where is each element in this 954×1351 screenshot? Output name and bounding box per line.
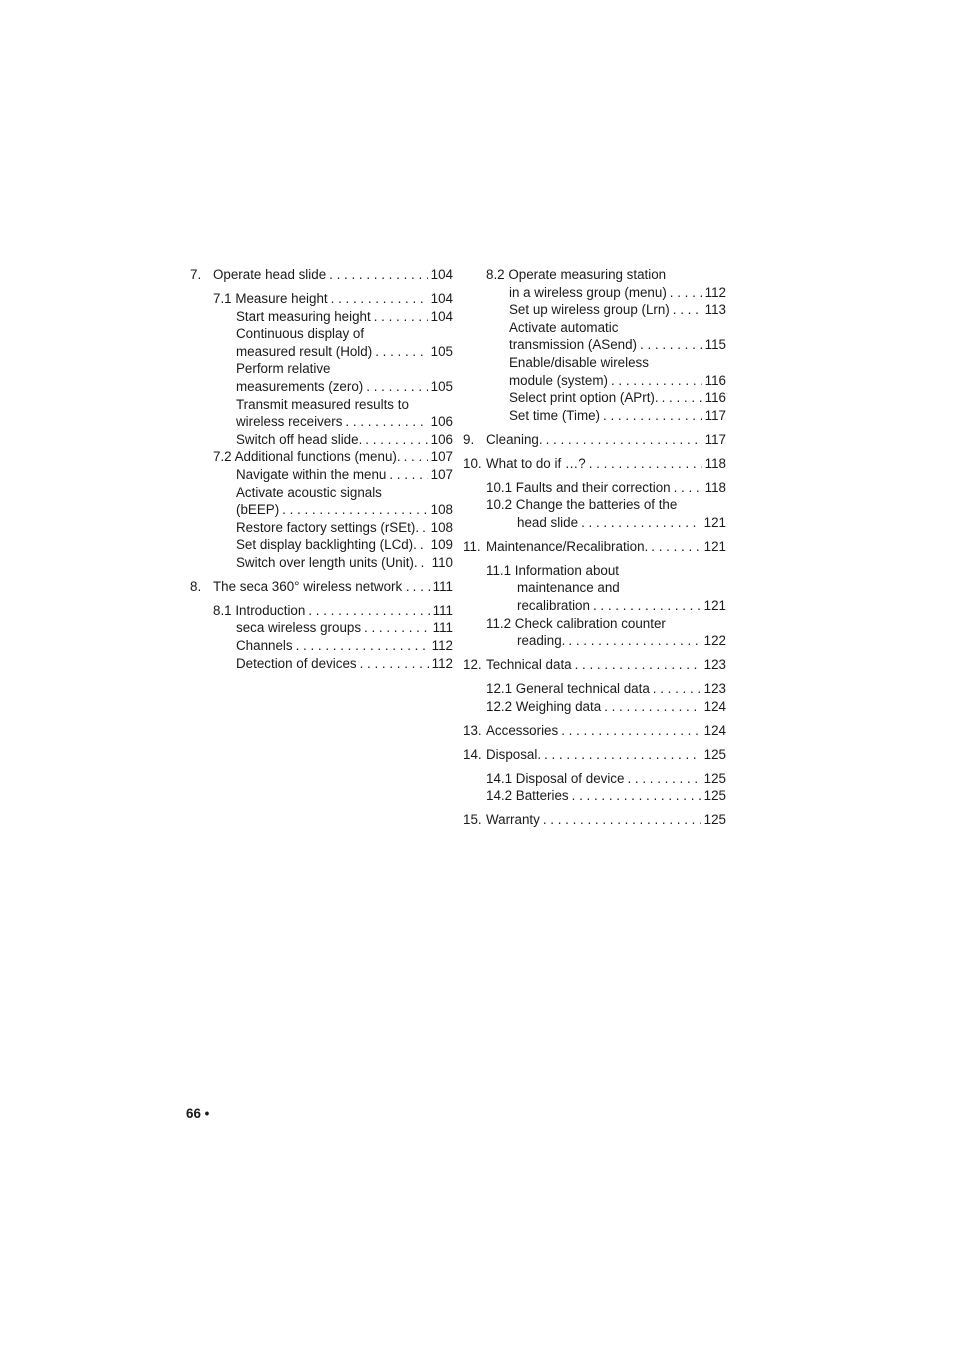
toc-entry-page: 112 bbox=[431, 638, 453, 654]
toc-entry[interactable] bbox=[463, 538, 726, 556]
toc-entry[interactable] bbox=[463, 431, 726, 449]
dot-leader bbox=[296, 637, 429, 655]
toc-entry-title: Transmit measured results to bbox=[236, 396, 409, 412]
toc-entry-page: 124 bbox=[703, 698, 726, 714]
dot-leader bbox=[662, 389, 702, 407]
dot-leader bbox=[593, 597, 701, 615]
toc-entry-number: 10. bbox=[463, 455, 482, 471]
toc-entry-title: reading. bbox=[517, 633, 566, 649]
dot-leader bbox=[611, 372, 702, 390]
dot-leader bbox=[673, 301, 702, 319]
dot-leader bbox=[604, 698, 701, 716]
toc-entry-title: 11.1 Information about bbox=[486, 562, 620, 578]
toc-entry-title: module (system) bbox=[509, 372, 608, 388]
dot-leader bbox=[546, 431, 702, 449]
dot-leader bbox=[374, 308, 428, 326]
toc-entry-title: Set time (Time) bbox=[509, 407, 601, 423]
toc-entry-number: 12. bbox=[463, 657, 482, 673]
toc-entry[interactable] bbox=[236, 325, 453, 360]
toc-entry-title: wireless receivers bbox=[236, 414, 343, 430]
toc-entry-page: 122 bbox=[703, 633, 726, 649]
toc-entry[interactable] bbox=[509, 284, 726, 302]
toc-entry-title: in a wireless group (menu) bbox=[509, 284, 667, 300]
toc-entry-title: maintenance and bbox=[517, 580, 620, 596]
dot-leader bbox=[561, 722, 700, 740]
dot-leader bbox=[375, 343, 427, 361]
toc-entry-number: 11. bbox=[463, 538, 481, 554]
toc-entry[interactable] bbox=[463, 455, 726, 473]
toc-entry-title: Cleaning. bbox=[486, 431, 543, 447]
toc-entry-page: 104 bbox=[430, 267, 453, 282]
dot-leader bbox=[640, 336, 702, 354]
toc-entry[interactable] bbox=[486, 698, 726, 716]
toc-entry-title: Channels bbox=[236, 638, 293, 654]
toc-entry-title: seca wireless groups bbox=[236, 620, 362, 636]
dot-leader bbox=[404, 448, 428, 466]
dot-leader bbox=[331, 290, 428, 308]
dot-leader bbox=[589, 455, 702, 473]
toc-entry-title: 7.1 Measure height bbox=[213, 290, 328, 306]
toc-entry-title: 8.1 Introduction bbox=[213, 602, 306, 618]
toc-entry-title: 10.1 Faults and their correction bbox=[486, 479, 671, 495]
toc-entry[interactable] bbox=[463, 811, 726, 829]
toc-entry[interactable] bbox=[236, 536, 453, 554]
dot-leader bbox=[543, 811, 701, 829]
toc-entry[interactable] bbox=[463, 722, 726, 740]
dot-leader bbox=[413, 578, 430, 596]
toc-entry-page: 109 bbox=[430, 537, 453, 553]
toc-entry[interactable] bbox=[236, 308, 453, 326]
toc-entry[interactable] bbox=[509, 354, 726, 389]
toc-entry-title: Enable/disable wireless bbox=[509, 354, 649, 370]
dot-leader bbox=[575, 656, 701, 674]
toc-entry-page: 124 bbox=[703, 722, 726, 738]
toc-entry-title: Set up wireless group (Lrn) bbox=[509, 302, 670, 318]
toc-entry-page: 112 bbox=[704, 284, 726, 300]
toc-entry[interactable] bbox=[236, 619, 453, 637]
toc-entry-title: 7.2 Additional functions (menu). bbox=[213, 449, 401, 465]
dot-leader bbox=[603, 407, 702, 425]
dot-leader bbox=[544, 746, 701, 764]
toc-entry-title: Technical data bbox=[486, 657, 572, 673]
toc-entry[interactable] bbox=[486, 770, 726, 788]
toc-entry[interactable] bbox=[463, 746, 726, 764]
toc-entry[interactable] bbox=[213, 602, 453, 620]
toc-entry-page: 113 bbox=[704, 302, 726, 318]
dot-leader bbox=[366, 378, 427, 396]
toc-entry-title: Warranty bbox=[486, 812, 540, 828]
dot-leader bbox=[329, 266, 428, 284]
toc-entry[interactable] bbox=[236, 484, 453, 519]
toc-entry-page: 111 bbox=[432, 620, 453, 636]
toc-entry-page: 121 bbox=[703, 538, 726, 554]
toc-entry[interactable] bbox=[236, 360, 453, 395]
toc-entry[interactable] bbox=[509, 389, 726, 407]
dot-leader bbox=[389, 466, 427, 484]
toc-entry[interactable] bbox=[213, 290, 453, 308]
toc-right-column bbox=[463, 266, 726, 829]
toc-entry-page: 106 bbox=[430, 414, 453, 430]
toc-entry-title: Activate acoustic signals bbox=[236, 484, 382, 500]
toc-entry-title: What to do if …? bbox=[486, 455, 586, 471]
toc-entry[interactable] bbox=[486, 615, 726, 650]
toc-entry-page: 108 bbox=[430, 519, 453, 535]
toc-entry-title: measured result (Hold) bbox=[236, 343, 373, 359]
toc-entry-page: 107 bbox=[430, 466, 453, 482]
toc-entry[interactable] bbox=[486, 562, 726, 615]
toc-entry-title: recalibration bbox=[517, 598, 590, 614]
toc-entry[interactable] bbox=[236, 554, 453, 572]
toc-entry-title: Maintenance/Recalibration. bbox=[486, 538, 649, 554]
toc-entry-title: (bEEP) bbox=[236, 502, 280, 518]
toc-entry-page: 125 bbox=[703, 770, 726, 786]
toc-entry-title: Switch off head slide. bbox=[236, 431, 363, 447]
toc-entry[interactable] bbox=[509, 301, 726, 319]
dot-leader bbox=[345, 413, 427, 431]
toc-entry-page: 111 bbox=[432, 578, 453, 594]
toc-entry-page: 111 bbox=[432, 602, 453, 618]
toc-entry-title: head slide bbox=[517, 514, 579, 530]
toc-entry[interactable] bbox=[236, 655, 453, 673]
toc-entry-page: 125 bbox=[703, 812, 726, 828]
toc-entry-page: 106 bbox=[430, 431, 453, 447]
toc-entry-title: 14.1 Disposal of device bbox=[486, 770, 625, 786]
dot-leader bbox=[422, 519, 428, 537]
toc-entry-page: 125 bbox=[703, 788, 726, 804]
toc-entry-page: 123 bbox=[703, 681, 726, 697]
toc-entry-title: Disposal. bbox=[486, 746, 542, 762]
toc-entry-page: 104 bbox=[430, 308, 453, 324]
toc-entry[interactable] bbox=[509, 407, 726, 425]
toc-entry-page: 104 bbox=[430, 290, 453, 306]
toc-entry[interactable] bbox=[486, 787, 726, 805]
toc-entry-number: 9. bbox=[463, 431, 475, 447]
toc-entry-title: Start measuring height bbox=[236, 308, 371, 324]
toc-entry-page: 118 bbox=[704, 479, 726, 495]
toc-entry-title: The seca 360° wireless network . bbox=[213, 578, 410, 594]
toc-entry-page: 105 bbox=[430, 343, 453, 359]
toc-entry-title: Set display backlighting (LCd). bbox=[236, 537, 417, 553]
toc-entry-title: 12.2 Weighing data bbox=[486, 698, 602, 714]
toc-entry[interactable] bbox=[463, 656, 726, 674]
toc-entry-title: transmission (ASend) bbox=[509, 337, 638, 353]
toc-entry[interactable] bbox=[486, 496, 726, 531]
toc-entry-page: 108 bbox=[430, 502, 453, 518]
toc-entry[interactable] bbox=[509, 319, 726, 354]
dot-leader bbox=[674, 479, 702, 497]
dot-leader bbox=[651, 538, 700, 556]
dot-leader bbox=[308, 602, 429, 620]
toc-entry-title: Detection of devices bbox=[236, 655, 357, 671]
dot-leader bbox=[572, 787, 701, 805]
toc-entry[interactable] bbox=[213, 448, 453, 466]
dot-leader bbox=[670, 284, 702, 302]
toc-entry-page: 107 bbox=[430, 449, 453, 465]
dot-leader bbox=[653, 680, 701, 698]
page-number: 66 • bbox=[186, 1106, 210, 1121]
toc-left-column bbox=[190, 266, 453, 672]
toc-entry-page: 117 bbox=[704, 407, 726, 423]
toc-entry-page: 118 bbox=[704, 455, 726, 471]
dot-leader bbox=[568, 632, 700, 650]
toc-entry-title: Select print option (APrt). bbox=[509, 390, 659, 406]
toc-entry[interactable] bbox=[236, 519, 453, 537]
toc-entry-title: Activate automatic bbox=[509, 319, 619, 335]
toc-entry[interactable] bbox=[236, 637, 453, 655]
toc-entry-page: 116 bbox=[704, 390, 726, 406]
toc-entry-page: 117 bbox=[704, 431, 726, 447]
toc-entry-title: Continuous display of bbox=[236, 326, 365, 342]
dot-leader bbox=[365, 431, 427, 449]
toc-entry[interactable] bbox=[236, 466, 453, 484]
dot-leader bbox=[421, 554, 429, 572]
toc-entry-number: 13. bbox=[463, 722, 482, 738]
toc-entry-page: 125 bbox=[703, 746, 726, 762]
toc-entry-title: 8.2 Operate measuring station bbox=[486, 267, 667, 282]
toc-entry-title: Perform relative bbox=[236, 361, 331, 377]
toc-entry-title: 10.2 Change the batteries of the bbox=[486, 497, 678, 513]
toc-entry-page: 116 bbox=[704, 372, 726, 388]
toc-entry-title: Navigate within the menu bbox=[236, 466, 387, 482]
toc-entry-title: Operate head slide bbox=[213, 267, 327, 282]
toc-entry-number: 8. bbox=[190, 578, 202, 594]
toc-entry-page: 112 bbox=[431, 655, 453, 671]
toc-entry[interactable] bbox=[190, 266, 453, 284]
toc-entry-title: measurements (zero) bbox=[236, 378, 364, 394]
toc-entry[interactable] bbox=[236, 431, 453, 449]
toc-entry-title: Accessories bbox=[486, 722, 559, 738]
dot-leader bbox=[581, 514, 701, 532]
dot-leader bbox=[282, 501, 427, 519]
toc-entry-page: 110 bbox=[431, 554, 453, 570]
toc-entry-number: 15. bbox=[463, 812, 482, 828]
toc-entry-title: 12.1 General technical data bbox=[486, 681, 650, 697]
toc-entry-title: Restore factory settings (rSEt). bbox=[236, 519, 420, 535]
toc-entry[interactable] bbox=[486, 479, 726, 497]
toc-entry-page: 115 bbox=[704, 337, 726, 353]
toc-entry-title: 14.2 Batteries bbox=[486, 788, 569, 804]
toc-entry-page: 105 bbox=[430, 378, 453, 394]
toc-entry-page: 121 bbox=[703, 514, 726, 530]
toc-entry-title: Switch over length units (Unit). bbox=[236, 554, 418, 570]
toc-entry-number: 7. bbox=[190, 267, 202, 282]
dot-leader bbox=[360, 655, 429, 673]
dot-leader bbox=[627, 770, 700, 788]
dot-leader bbox=[364, 619, 430, 637]
toc-entry-page: 123 bbox=[703, 657, 726, 673]
toc-entry[interactable] bbox=[486, 266, 726, 284]
toc-entry[interactable] bbox=[190, 578, 453, 596]
toc-entry-number: 14. bbox=[463, 746, 482, 762]
dot-leader bbox=[420, 536, 428, 554]
toc-entry-page: 121 bbox=[703, 598, 726, 614]
toc-entry-title: 11.2 Check calibration counter bbox=[486, 615, 666, 631]
toc-entry[interactable] bbox=[486, 680, 726, 698]
toc-entry[interactable] bbox=[236, 396, 453, 431]
